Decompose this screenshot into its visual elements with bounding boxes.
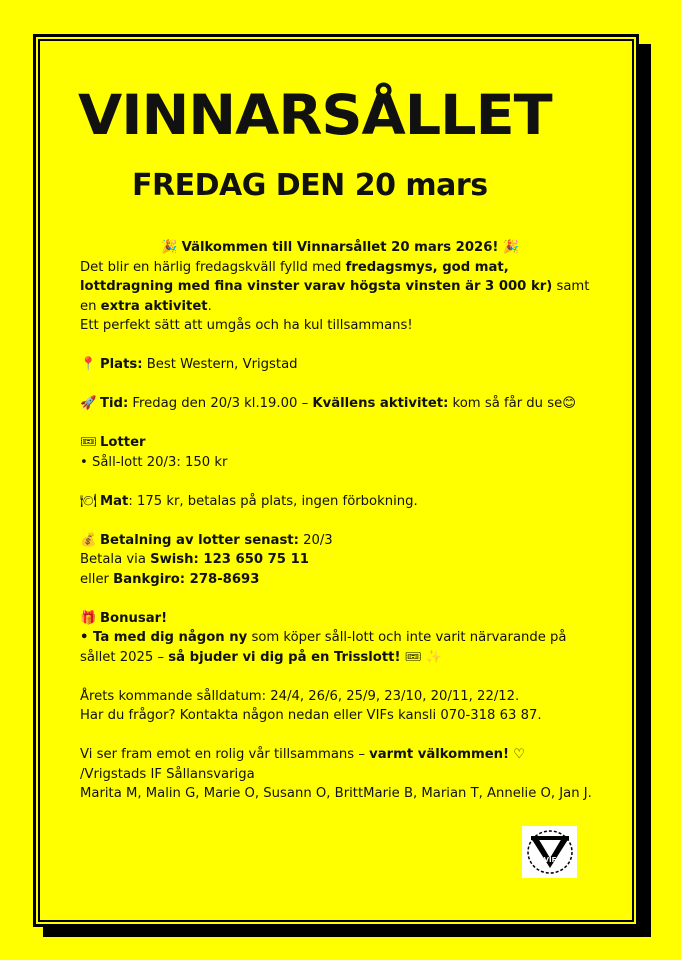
ticket-icon: 🎟 (404, 649, 422, 665)
intro-line2: Ett perfekt sätt att umgås och ha kul tillsammans! (80, 318, 413, 333)
bonus-text: • Ta med dig någon ny som köper såll-lott och inte varit närvarande på sållet 2025 – så bjuder vi dig på en Trisslott! 🎟 ✨ (80, 630, 567, 665)
club-logo (522, 826, 577, 878)
swish-line: Betala via Swish: 123 650 75 11 (80, 552, 309, 567)
payment-heading: 💰 Betalning av lotter senast: 20/3 (80, 531, 600, 551)
frame-shadow (43, 927, 651, 937)
frame-shadow (639, 44, 651, 937)
poster-title: VINNARSÅLLET (78, 83, 552, 147)
logo-text: VIF (543, 856, 556, 864)
party-icon: 🎉 (502, 240, 520, 255)
bankgiro-line: eller Bankgiro: 278-8693 (80, 571, 260, 587)
dates-line: Årets kommande sålldatum: 24/4, 26/6, 25/9, 23/10, 20/11, 22/12. (80, 688, 520, 704)
moneybag-icon: 💰 (80, 532, 97, 548)
gift-icon: 🎁 (80, 610, 97, 626)
signature: /Vrigstads IF Sållansvariga (80, 766, 255, 782)
names-list: Marita M, Malin G, Marie O, Susann O, BrittMarie B, Marian T, Annelie O, Jan J. (80, 786, 592, 801)
contact-line: Har du frågor? Kontakta någon nedan eller VIFs kansli 070-318 63 87. (80, 708, 542, 723)
closing-line: Vi ser fram emot en rolig vår tillsammans – varmt välkommen! ♡ (80, 747, 526, 762)
lotter-heading: 🎟 Lotter (80, 433, 600, 453)
sparkles-icon: ✨ (425, 649, 443, 665)
place-line: 📍 Plats: Best Western, Vrigstad (80, 355, 600, 375)
poster-subtitle: FREDAG DEN 20 mars (132, 168, 488, 203)
vif-logo-icon (525, 828, 575, 876)
pin-icon: 📍 (80, 357, 97, 372)
heart-icon: ♡ (513, 747, 526, 762)
rocket-icon: 🚀 (80, 396, 97, 411)
poster-body (80, 238, 600, 804)
party-icon: 🎉 (160, 240, 178, 255)
welcome-text: Välkommen till Vinnarsållet 20 mars 2026! (181, 240, 499, 255)
food-line: 🍽 Mat: 175 kr, betalas på plats, ingen förbokning. (80, 492, 600, 512)
lotter-item: • Såll-lott 20/3: 150 kr (80, 454, 228, 470)
bonus-heading: 🎁 Bonusar! (80, 609, 600, 629)
intro-paragraph: Det blir en härlig fredagskväll fylld med fredagsmys, god mat, lottdragning med fina vinster varav högsta vinsten är 3 000 kr) samt en extra aktivitet. (80, 259, 590, 314)
smile-icon: 😊 (562, 396, 576, 411)
welcome-line (80, 238, 600, 258)
time-line: 🚀 Tid: Fredag den 20/3 kl.19.00 – Kvällens aktivitet: kom så får du se😊 (80, 394, 600, 414)
plate-icon: 🍽 (80, 493, 97, 509)
ticket-icon: 🎟 (80, 435, 97, 450)
